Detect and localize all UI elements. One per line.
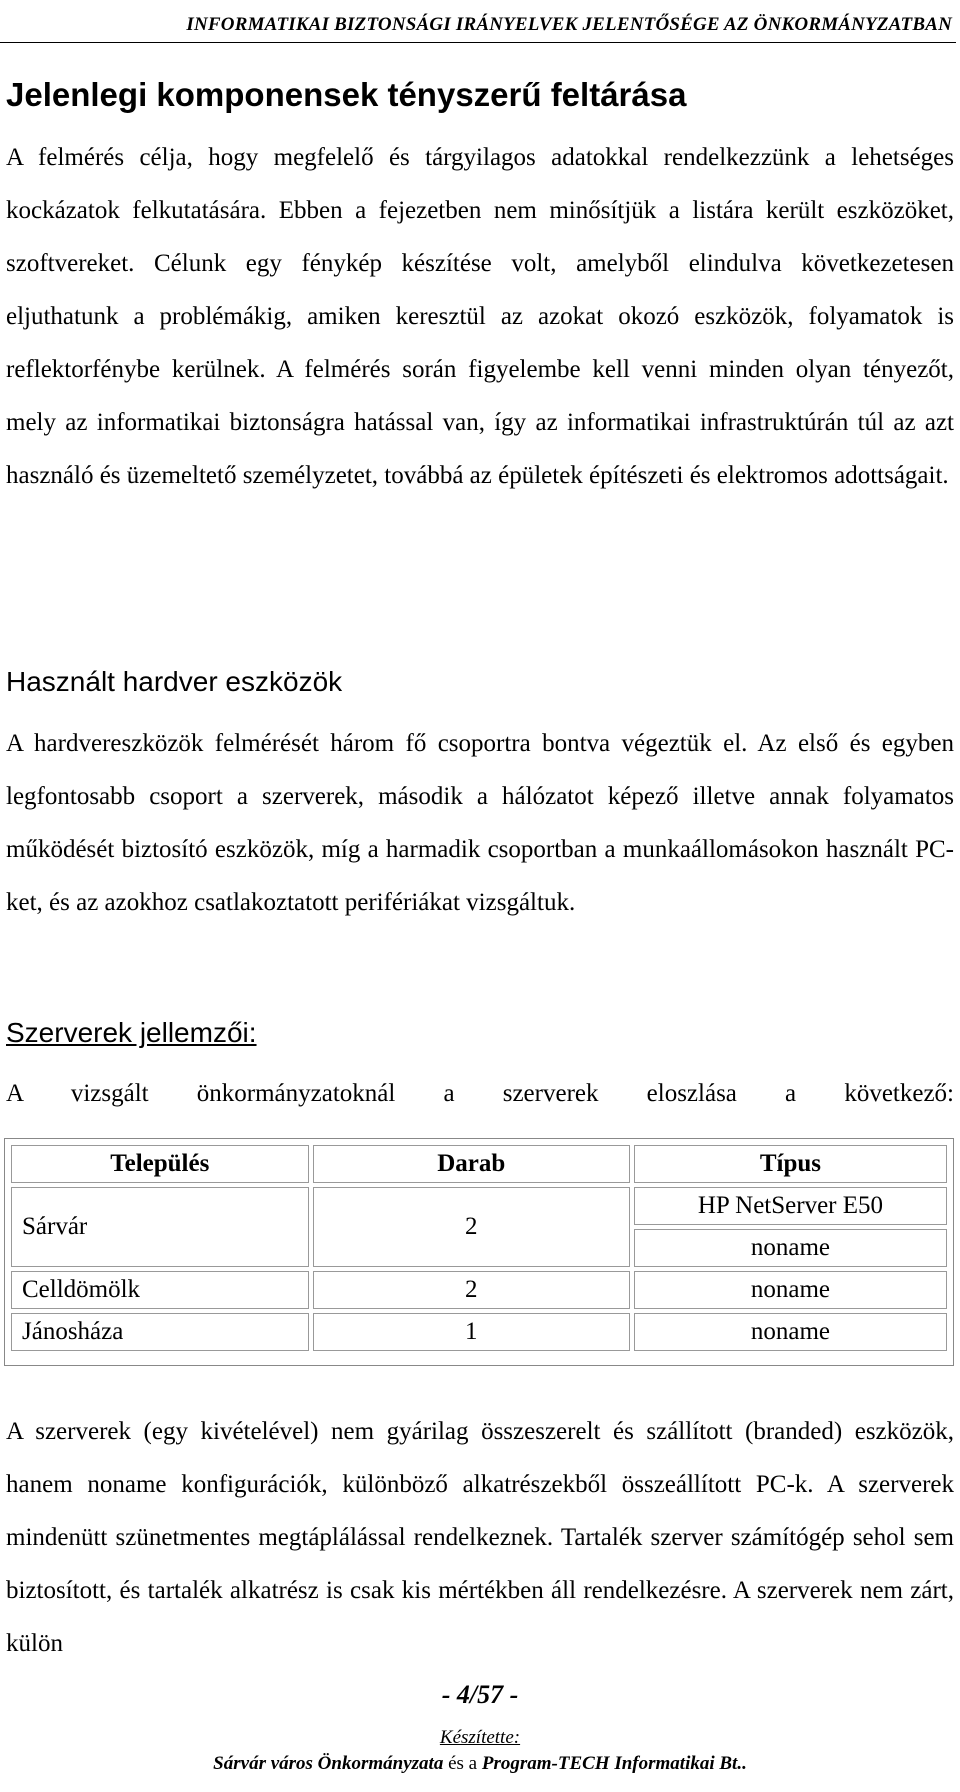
cell-type: noname: [634, 1271, 947, 1309]
table-row: [11, 1271, 947, 1309]
footer-org-municipality: Sárvár város Önkormányzata: [213, 1753, 444, 1774]
footer-made-by-label: Készítette:: [439, 1727, 521, 1748]
paragraph-server-distribution: A vizsgált önkormányzatoknál a szerverek eloszlása a következő:: [6, 1080, 954, 1107]
paragraph-survey-purpose: A felmérés célja, hogy megfelelő és tárgyilagos adatokkal rendelkezzünk a lehetséges kockázatok felkutatására. Ebben a fejezetben nem minősítjük a listára került eszközöket, szoftvereket. Célunk egy fénykép készítése volt, amelyből elindulva következetesen eljuthatunk a problémákig, amiken keresztül az azokat okozó eszközök, folyamatok is reflektorfénybe kerülnek. A felmérés során figyelembe kell venni minden olyan tényezőt, mely az informatikai biztonságra hatással van, így az informatikai infrastruktúrán túl az azt használó és üzemeltető személyzetet, továbbá az épületek építészeti és elektromos adottságait.: [6, 144, 954, 489]
paragraph-hardware-groups: A hardvereszközök felmérését három fő csoportra bontva végeztük el. Az első és egyben legfontosabb csoport a szerverek, második a hálózatot képező illetve annak folyamatos működését biztosító eszközök, míg a harmadik csoportban a munkaállomásokon használt PC-ket, és az azokhoz csatlakoztatott perifériákat vizsgáltuk.: [6, 730, 954, 916]
cell-count: 2: [313, 1271, 630, 1309]
table-header-row: [11, 1145, 947, 1183]
cell-place: Jánosháza: [11, 1313, 309, 1351]
servers-table-frame: [4, 1138, 954, 1366]
section-heading-hardware: Használt hardver eszközök: [6, 666, 343, 697]
section-heading-servers: Szerverek jellemzői:: [6, 1017, 257, 1048]
table-row: [11, 1187, 947, 1225]
column-header-type: Típus: [634, 1145, 947, 1183]
page-header: INFORMATIKAI BIZTONSÁGI IRÁNYELVEK JELENTŐSÉGE AZ ÖNKORMÁNYZATBAN: [186, 14, 952, 35]
footer-organizations: [0, 1753, 960, 1775]
table-row: [11, 1313, 947, 1351]
cell-type: noname: [634, 1229, 947, 1267]
cell-type: HP NetServer E50: [634, 1187, 947, 1225]
paragraph-server-details: A szerverek (egy kivételével) nem gyárilag összeszerelt és szállított (branded) eszközök, hanem noname konfigurációk, különböző alkatrészekből összeállított PC-k. A szerverek mindenütt szünetmentes megtáplálással rendelkeznek. Tartalék szerver számítógép sehol sem biztosított, és tartalék alkatrész is csak kis mértékben áll rendelkezésre. A szerverek nem zárt, külön: [6, 1418, 954, 1657]
cell-count: 1: [313, 1313, 630, 1351]
header-rule: [0, 42, 956, 43]
cell-place: Sárvár: [11, 1187, 309, 1267]
column-header-place: Település: [11, 1145, 309, 1183]
footer-org-company: Program-TECH Informatikai Bt..: [481, 1753, 747, 1774]
cell-type: noname: [634, 1313, 947, 1351]
section-heading-components: Jelenlegi komponensek tényszerű feltárása: [6, 76, 687, 113]
cell-count: 2: [313, 1187, 630, 1267]
column-header-count: Darab: [313, 1145, 630, 1183]
footer-conjunction: és a: [448, 1753, 478, 1774]
page-number: - 4/57 -: [441, 1680, 519, 1709]
servers-table: [7, 1141, 951, 1355]
cell-place: Celldömölk: [11, 1271, 309, 1309]
